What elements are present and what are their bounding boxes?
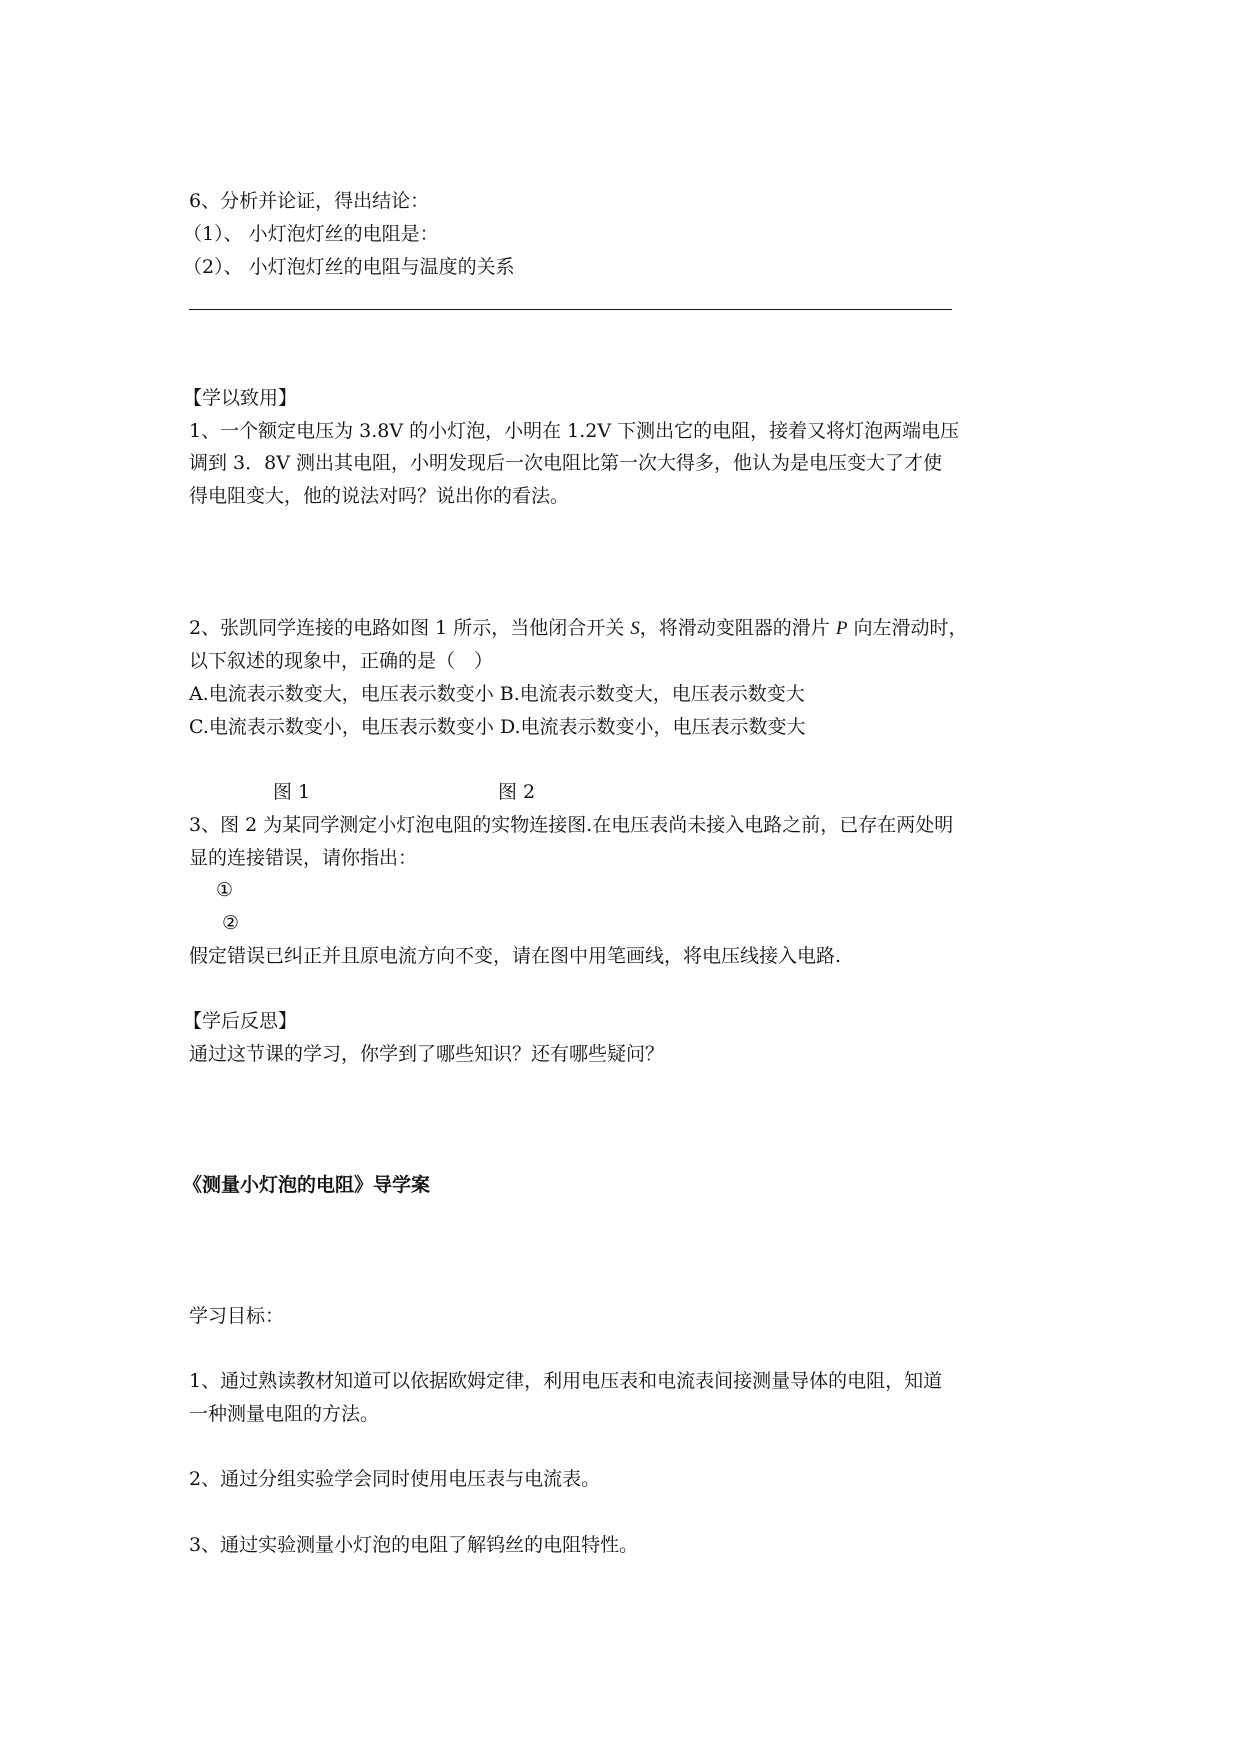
q2-options-cd: C.电流表示数变小，电压表示数变小 D.电流表示数变小，电压表示数变大: [189, 716, 806, 738]
goal-3: 3、通过实验测量小灯泡的电阻了解钨丝的电阻特性。: [189, 1534, 639, 1556]
q3-line-1: 3、图 2 为某同学测定小灯泡电阻的实物连接图.在电压表尚未接入电路之前，已存在两处明: [189, 814, 954, 836]
q3-line-2: 显的连接错误，请你指出：: [189, 847, 418, 869]
goal-2: 2、通过分组实验学会同时使用电压表与电流表。: [189, 1468, 601, 1490]
goals-heading: 学习目标：: [189, 1305, 285, 1327]
q2-line-2: 以下叙述的现象中，正确的是（ ）: [189, 650, 494, 672]
goal-1-line-1: 1、通过熟读教材知道可以依据欧姆定律，利用电压表和电流表间接测量导体的电阻，知道: [189, 1370, 943, 1392]
apply-heading: 【学以致用】: [183, 387, 298, 409]
q3-blank-2: ②: [222, 912, 240, 934]
goal-1-line-2: 一种测量电阻的方法。: [189, 1403, 380, 1425]
answer-line: [189, 309, 952, 310]
q3-blank-1: ①: [216, 879, 234, 901]
q2-options-ab: A.电流表示数变大，电压表示数变小 B.电流表示数变大，电压表示数变大: [189, 683, 805, 705]
q1-line-3: 得电阻变大，他的说法对吗？说出你的看法。: [189, 485, 570, 507]
guide-title: 《测量小灯泡的电阻》导学案: [183, 1174, 431, 1196]
figure-1-label: 图 1: [273, 781, 311, 803]
switch-symbol: S: [630, 618, 640, 639]
analysis-heading: 6、分析并论证，得出结论：: [189, 190, 430, 212]
q2-line-1: 2、张凯同学连接的电路如图 1 所示，当他闭合开关 S，将滑动变阻器的滑片 P 向左滑动时，: [189, 617, 968, 639]
q1-line-2: 调到 3．8V 测出其电阻，小明发现后一次电阻比第一次大得多，他认为是电压变大了才使: [189, 452, 942, 474]
analysis-item-1: （1）、 小灯泡灯丝的电阻是：: [183, 223, 439, 245]
reflect-heading: 【学后反思】: [183, 1010, 298, 1032]
reflect-text: 通过这节课的学习，你学到了哪些知识？还有哪些疑问？: [189, 1043, 665, 1065]
figure-2-label: 图 2: [498, 781, 536, 803]
analysis-item-2: （2）、 小灯泡灯丝的电阻与温度的关系: [183, 256, 515, 278]
q3-line-3: 假定错误已纠正并且原电流方向不变，请在图中用笔画线，将电压线接入电路.: [189, 945, 842, 967]
slider-symbol: P: [835, 618, 848, 639]
q1-line-1: 1、一个额定电压为 3.8V 的小灯泡，小明在 1.2V 下测出它的电阻，接着又将灯泡两端电压: [189, 420, 960, 442]
